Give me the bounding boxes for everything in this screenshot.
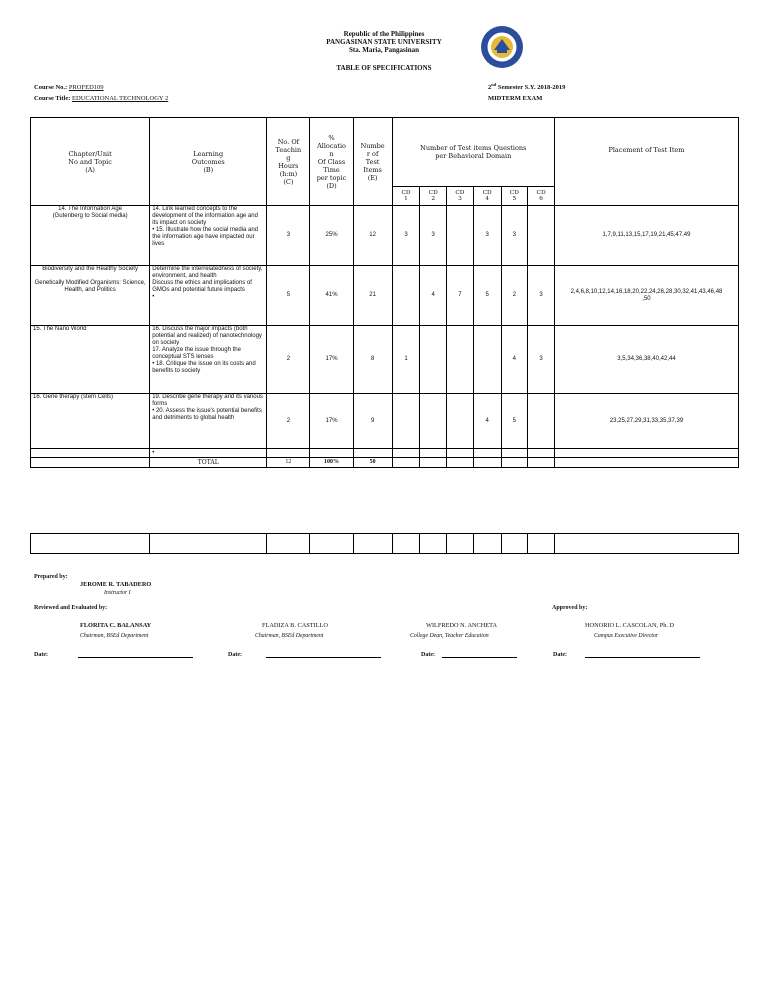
course-title-value: EDUCATIONAL TECHNOLOGY 2 — [72, 95, 169, 102]
total-allocation: 100% — [310, 458, 353, 468]
row-outcomes: Determine the interrelatedness of society, environment, and health Discuss the ethics and implications of GMOs and potential future impacts • — [150, 266, 267, 326]
row-cd3: 7 — [447, 266, 474, 326]
course-title — [34, 95, 168, 102]
table-row — [31, 266, 739, 326]
prepared-by-name: JEROME R. TABADERO — [80, 581, 152, 588]
row-allocation: 25% — [310, 206, 353, 266]
total-row — [31, 458, 739, 468]
signer-name: FLADIZA B. CASTILLO — [262, 622, 328, 629]
approved-by-label: Approved by: — [552, 605, 588, 611]
row-cd6 — [528, 394, 555, 449]
table-row — [31, 206, 739, 266]
row-cd5: 4 — [501, 326, 528, 394]
semester-sup: nd — [491, 82, 497, 87]
course-no-value: PROFED109 — [68, 84, 104, 91]
row-hours: 5 — [267, 266, 310, 326]
row-allocation: 17% — [310, 326, 353, 394]
row-outcomes: 16. Discuss the major impacts (both potential and realized) of nanotechnology on society 17. Analyze the issue through the conceptual STS lenses • 18. Critique the issue on its costs and benefits to society — [150, 326, 267, 394]
row-cd4: 4 — [473, 394, 501, 449]
row-cd3 — [447, 326, 474, 394]
row-topic: 14. The Information Age (Gutenberg to Social media) — [31, 206, 150, 266]
republic-text: Republic of the Philippines — [343, 30, 425, 38]
row-allocation: 17% — [310, 394, 353, 449]
header-items: Numbe r of Test Items (E) — [353, 118, 392, 206]
row-cd5: 2 — [501, 266, 528, 326]
date-line — [78, 657, 193, 658]
row-topic: 15. The Nano World — [31, 326, 150, 394]
semester-num: 2 — [488, 84, 492, 92]
semester-info — [488, 82, 565, 91]
row-placement: 3,5,34,36,38,40,42,44 — [554, 326, 738, 394]
row-outcomes: 14. Link learned concepts to the development of the information age and its impact on society • 15. Illustrate how the social media and the information age have impacted our lives — [150, 206, 267, 266]
table-row-empty — [31, 449, 739, 458]
blank-table-row — [30, 533, 739, 554]
document-title: TABLE OF SPECIFICATIONS — [336, 64, 432, 72]
row-cd5: 3 — [501, 206, 528, 266]
row-hours: 2 — [267, 326, 310, 394]
signer-name: FLORITA C. BALANSAY — [80, 622, 152, 629]
row-cd5: 5 — [501, 394, 528, 449]
header-cd4: CD 4 — [473, 187, 501, 206]
course-title-label: Course Title: — [34, 95, 71, 102]
row-cd3 — [447, 206, 474, 266]
row-cd6 — [528, 206, 555, 266]
header-hours: No. Of Teachin g Hours (h:m) (C) — [267, 118, 310, 206]
date-line — [442, 657, 517, 658]
date-label: Date: — [34, 652, 48, 658]
row-items: 8 — [353, 326, 392, 394]
date-line — [585, 657, 700, 658]
row-topic: 16. Gene therapy (stem Cells) — [31, 394, 150, 449]
row-cd1: 1 — [392, 326, 420, 394]
specifications-table — [30, 117, 739, 468]
signer-role: College Dean, Teacher Education — [410, 633, 489, 639]
header-allocation: % Allocatio n Of Class Time per topic (D) — [310, 118, 353, 206]
header-chapter: Chapter/Unit No and Topic (A) — [31, 118, 150, 206]
date-label: Date: — [421, 652, 435, 658]
empty-cell — [31, 449, 150, 458]
total-items: 50 — [353, 458, 392, 468]
semester-rest: Semester S.Y. 2018-2019 — [496, 84, 566, 92]
row-placement: 1,7,9,11,13,15,17,19,21,45,47,49 — [554, 206, 738, 266]
row-hours: 3 — [267, 206, 310, 266]
course-no-label: Course No.: — [34, 84, 68, 91]
row-cd2 — [420, 394, 447, 449]
row-cd2: 4 — [420, 266, 447, 326]
table-row — [31, 326, 739, 394]
row-items: 12 — [353, 206, 392, 266]
row-items: 9 — [353, 394, 392, 449]
signer-name: HONORIO L. CASCOLAN, Ph. D — [585, 622, 675, 629]
university-location: Sta. Maria, Pangasinan — [348, 46, 419, 54]
row-placement: 23,25,27,29,31,33,35,37,39 — [554, 394, 738, 449]
row-outcomes: 19. Describe gene therapy and its various forms • 20. Assess the issue's potential benefits and detriments to global health — [150, 394, 267, 449]
university-name: PANGASINAN STATE UNIVERSITY — [326, 38, 442, 46]
table-row — [31, 394, 739, 449]
date-line — [266, 657, 381, 658]
row-cd6: 3 — [528, 266, 555, 326]
bullet-mark: • — [150, 449, 267, 458]
signer-role: Campus Executive Director — [594, 633, 659, 639]
row-items: 21 — [353, 266, 392, 326]
signer-name: WILFREDO N. ANCHETA — [426, 622, 498, 629]
signer-role: Chairman, BSEd Department — [255, 633, 324, 639]
header-cd2: CD 2 — [420, 187, 447, 206]
header-cd6: CD 6 — [528, 187, 555, 206]
header-cd5: CD 5 — [501, 187, 528, 206]
date-label: Date: — [228, 652, 242, 658]
row-cd1: 3 — [392, 206, 420, 266]
signer-role: Chairman, BSEd Department — [80, 633, 149, 639]
row-placement: 2,4,6,8,10,12,14,16,18,20,22,24,26,28,30,32,41,43,46,48 ,50 — [554, 266, 738, 326]
header-domain: Number of Test items Questions per Behavioral Domain — [392, 118, 554, 187]
row-cd4: 3 — [473, 206, 501, 266]
row-allocation: 41% — [310, 266, 353, 326]
row-hours: 2 — [267, 394, 310, 449]
prepared-by-label: Prepared by: — [34, 574, 68, 580]
reviewed-by-label: Reviewed and Evaluated by: — [34, 605, 108, 611]
row-cd4: 5 — [473, 266, 501, 326]
row-cd4 — [473, 326, 501, 394]
date-label: Date: — [553, 652, 567, 658]
header-cd1: CD 1 — [392, 187, 420, 206]
prepared-by-role: Instructor I — [104, 590, 131, 596]
header-cd3: CD 3 — [447, 187, 474, 206]
row-cd1 — [392, 266, 420, 326]
course-number — [34, 84, 104, 91]
row-cd6: 3 — [528, 326, 555, 394]
row-cd2: 3 — [420, 206, 447, 266]
total-hours: 12 — [267, 458, 310, 468]
exam-type: MIDTERM EXAM — [488, 95, 543, 102]
row-cd3 — [447, 394, 474, 449]
row-cd1 — [392, 394, 420, 449]
row-topic: Biodiversity and the Healthy Society Genetically Modified Organisms: Science, Health, and Politics — [31, 266, 150, 326]
header-placement: Placement of Test Item — [554, 118, 738, 206]
university-seal-logo — [480, 25, 524, 69]
total-label: TOTAL — [150, 458, 267, 468]
header-outcomes: Learning Outcomes (B) — [150, 118, 267, 206]
row-cd2 — [420, 326, 447, 394]
